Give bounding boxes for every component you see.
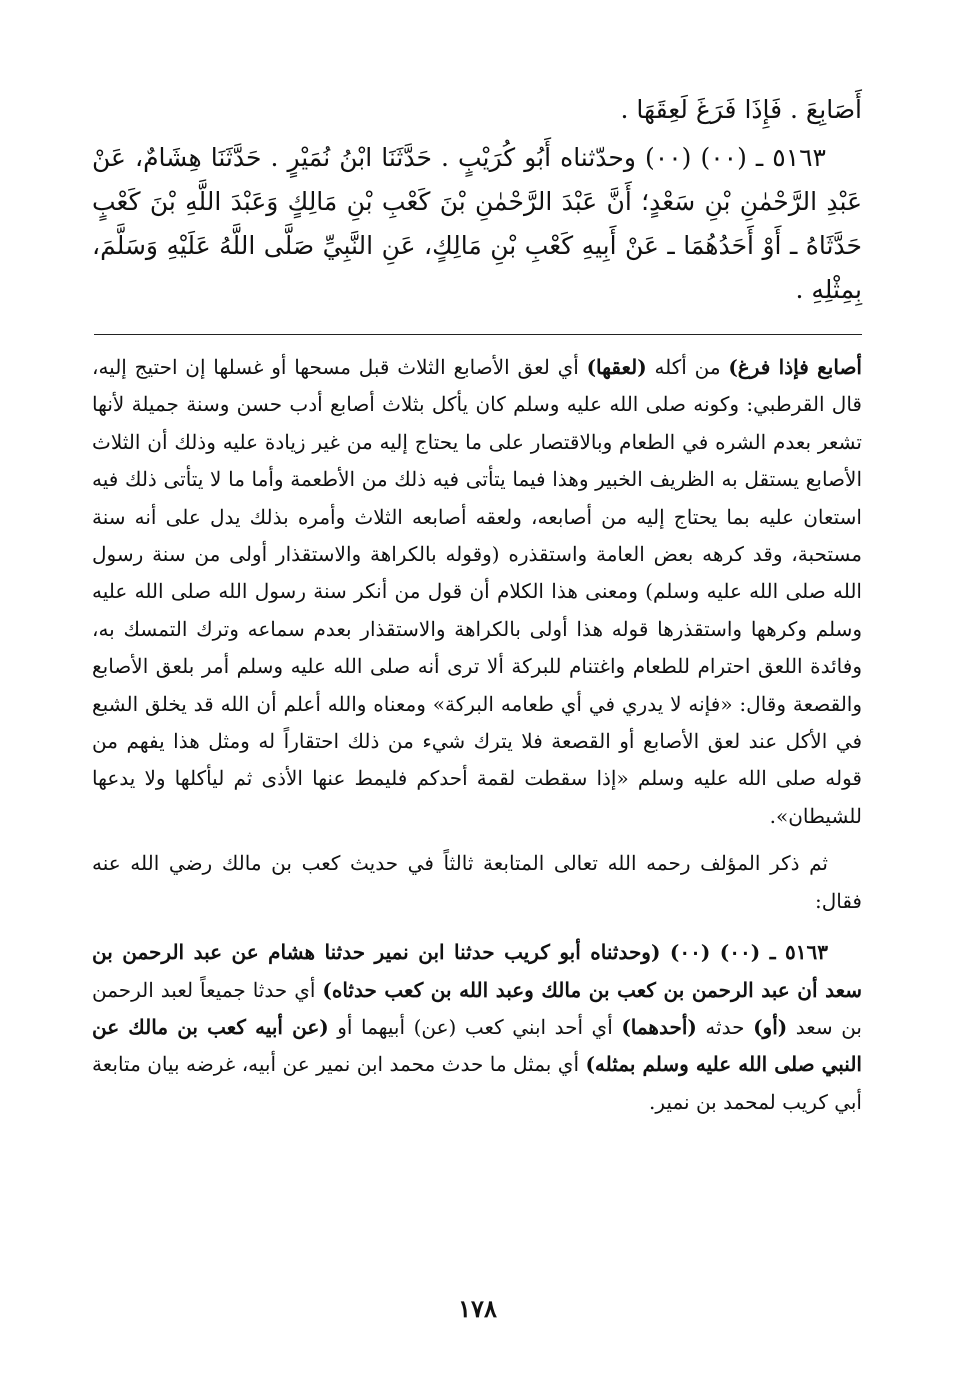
hadith-text: [92, 88, 862, 312]
hadith-5163: [92, 136, 862, 312]
text-segment: أي حدثا جميعاً لعبد الرحمن بن سعد: [92, 977, 863, 1039]
hadith-continuation: أَصَابِعَ . فَإِذَا فَرَغَ لَعِقَهَا .: [620, 95, 862, 124]
hadith-number: ٥١٦٣ ـ (٠٠) (٠٠): [645, 143, 826, 172]
commentary: [92, 349, 862, 1121]
text-segment: أي بمثل ما حدث محمد ابن نمير عن أبيه، غرضه بيان متابعة أبي كريب لمحمد بن نمير.: [92, 1052, 862, 1114]
commentary-paragraph-2: ثم ذكر المؤلف رحمه الله تعالى المتابعة ثالثاً في حديث كعب بن مالك رضي الله عنه فقال:: [92, 851, 862, 913]
bold-quote-segment: ٥١٦٣ ـ (٠٠) (٠٠) (وحدثناه أبو كريب حدثنا ابن نمير حدثنا هشام عن عبد الرحمن بن سعد أن عبد الرحمن بن كعب بن مالك وعبد الله بن كعب حدثاه): [92, 940, 862, 1002]
commentary-paragraph-3: [92, 934, 862, 1121]
bold-quote-segment: أصابع فإذا فرغ): [728, 355, 862, 379]
text-segment: من أكله: [646, 355, 729, 379]
bold-quote-segment: (لعقها): [586, 355, 647, 379]
commentary-paragraph-1: [92, 349, 862, 835]
text-segment: حدثه: [696, 1014, 754, 1039]
page-content: [92, 88, 862, 1121]
hadith-body: وحدّثناه أَبُو كُرَيْبٍ . حَدَّثَنَا ابْنُ نُمَيْرٍ . حَدَّثَنَا هِشَامٌ، عَنْ عَبْدِ الرَّحْمٰنِ بْنِ سَعْدٍ؛ أَنَّ عَبْدَ الرَّحْمٰنِ بْنَ كَعْبِ بْنِ مَالِكٍ وَعَبْدَ اللَّهِ بْنَ كَعْبٍ حَدَّثَاهُ ـ أَوْ أَحَدُهُمَا ـ عَنْ أَبِيهِ كَعْبِ بْنِ مَالِكٍ، عَنِ النَّبِيِّ صَلَّى اللَّهُ عَلَيْهِ وَسَلَّمَ، بِمِثْلِهِ .: [92, 143, 862, 304]
footnote-separator: [94, 334, 862, 335]
bold-quote-segment: (أحدهما): [621, 1014, 697, 1039]
bold-quote-segment: (أو): [753, 1014, 788, 1039]
text-segment: أي لعق الأصابع الثلاث قبل مسحها أو غسلها إن احتيج إليه، قال القرطبي: وكونه صلى الله عليه وسلم كان يأكل بثلاث أصابع أدب حسن وسنة جميلة لأنها تشعر بعدم الشره في الطعام وبالاقتصار على ما يحتاج إليه من غير زيادة عليه وذلك أن الثلاث الأصابع يستقل به الظريف الخبير وهذا فيما يتأتى فيه ذلك من الأطعمة وأما ما لا يتأتى ذلك فيه استعان عليه بما يحتاج إليه من أصابعه، ولعقه أصابعه الثلاث وأمره بذلك يدل على أنه سنة مستحبة، وقد كرهه بعض العامة واستقذره (وقوله بالكراهة والاستقذار أولى من سنة رسول الله صلى الله عليه وسلم) ومعنى هذا الكلام أن قول من أنكر سنة رسول الله صلى الله عليه وسلم وكرهها واستقذرها قوله هذا أولى بالكراهة والاستقذار بعدم سماعه وترك التمسك به، وفائدة اللعق احترام للطعام واغتنام للبركة ألا ترى أنه صلى الله عليه وسلم أمر بلعق الأصابع والقصعة وقال: «فإنه لا يدري في أي طعامه البركة» ومعناه والله أعلم أن الله قد يخلق الشبع في الأكل عند لعق الأصابع أو القصعة فلا يترك شيء من ذلك احتقاراً له ومثل هذا يفهم من قوله صلى الله عليه وسلم «إذا سقطت لقمة أحدكم فليمط عنها الأذى ثم ليأكلها ولا يدعها للشيطان».: [92, 355, 862, 828]
text-segment: أي أحد ابني كعب (عن) أبيهما أو: [328, 1014, 622, 1039]
bold-quote-segment: (عن أبيه كعب بن مالك عن النبي صلى الله عليه وسلم بمثله): [92, 1014, 862, 1077]
page-number: ١٧٨: [458, 1294, 497, 1323]
